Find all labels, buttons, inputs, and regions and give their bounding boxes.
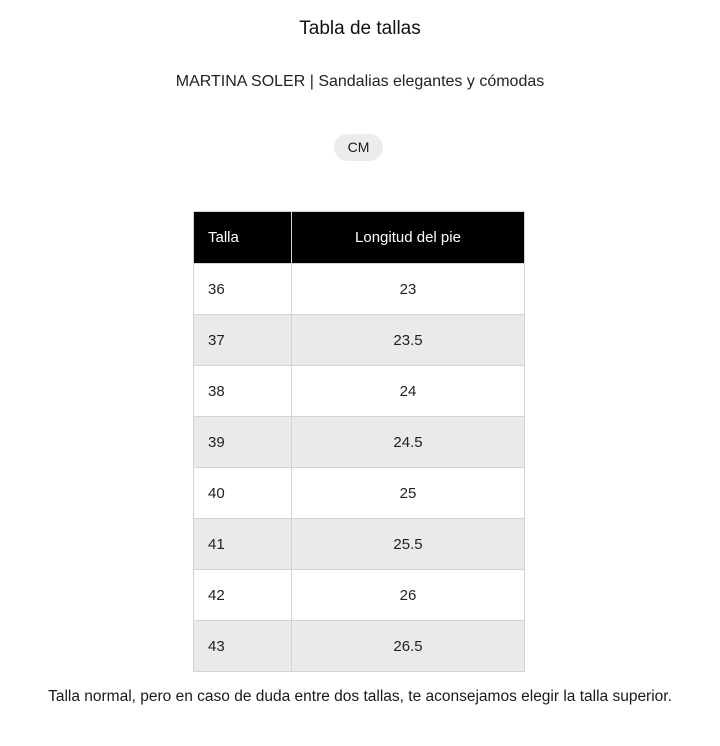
size-cell: 39 [194,417,292,468]
size-cell: 42 [194,570,292,621]
column-header-foot-length: Longitud del pie [292,212,525,264]
foot-length-cell: 26.5 [292,621,525,672]
size-cell: 41 [194,519,292,570]
size-cell: 38 [194,366,292,417]
unit-toggle-cm[interactable]: CM [334,134,383,161]
size-table [193,211,525,672]
table-header-row [194,212,525,264]
table-row [194,570,525,621]
page-title: Tabla de tallas [299,18,421,39]
table-row [194,315,525,366]
size-cell: 36 [194,264,292,315]
foot-length-cell: 25.5 [292,519,525,570]
table-row [194,366,525,417]
foot-length-cell: 23.5 [292,315,525,366]
size-cell: 37 [194,315,292,366]
size-cell: 43 [194,621,292,672]
table-row [194,468,525,519]
product-subtitle: MARTINA SOLER | Sandalias elegantes y cómodas [175,73,545,90]
size-cell: 40 [194,468,292,519]
foot-length-cell: 24.5 [292,417,525,468]
table-row [194,417,525,468]
table-row [194,621,525,672]
foot-length-cell: 25 [292,468,525,519]
foot-length-cell: 26 [292,570,525,621]
column-header-size: Talla [194,212,292,264]
size-advice-note: Talla normal, pero en caso de duda entre dos tallas, te aconsejamos elegir la talla superior. [48,688,672,705]
table-row [194,519,525,570]
table-row [194,264,525,315]
foot-length-cell: 23 [292,264,525,315]
foot-length-cell: 24 [292,366,525,417]
